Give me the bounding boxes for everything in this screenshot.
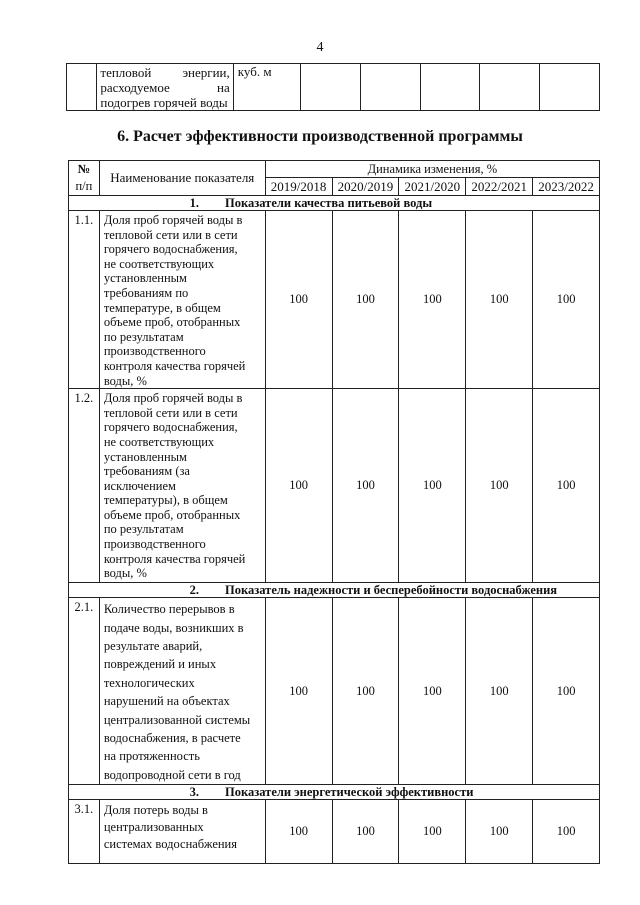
indicator-name-line: результате аварий, bbox=[103, 638, 203, 653]
indicator-name-line: нарушений на объектах bbox=[103, 694, 230, 709]
page-number: 4 bbox=[316, 40, 324, 55]
group-header-row bbox=[69, 583, 600, 598]
indicator-name-line: контроля качества горячей bbox=[103, 358, 246, 373]
continuation-value-cell bbox=[301, 64, 361, 111]
dynamics-value: 100 bbox=[265, 598, 332, 785]
continuation-line bbox=[100, 65, 229, 80]
indicator-name-line: Доля потерь воды в bbox=[103, 803, 208, 818]
dynamics-value: 100 bbox=[466, 800, 533, 864]
dynamics-value: 100 bbox=[265, 800, 332, 864]
indicator-name-line: воды, % bbox=[103, 566, 147, 581]
indicator-row bbox=[69, 800, 600, 864]
group-number: 2. bbox=[189, 583, 199, 598]
continuation-table bbox=[66, 63, 600, 111]
indicator-row bbox=[69, 598, 600, 785]
indicator-name bbox=[99, 800, 265, 864]
indicator-name-line: требованиям (за bbox=[103, 464, 190, 479]
indicator-name-line: температуры), в общем bbox=[103, 493, 228, 508]
dynamics-value: 100 bbox=[533, 211, 600, 389]
header-dynamics: Динамика изменения, % bbox=[265, 161, 599, 178]
indicator-name-line: горячего водоснабжения, bbox=[103, 420, 238, 435]
indicator-name-line: водопроводной сети в год bbox=[103, 767, 241, 782]
continuation-name bbox=[97, 64, 232, 110]
header-year: 2023/2022 bbox=[533, 178, 600, 196]
indicator-name-line: на протяженность bbox=[103, 749, 200, 764]
dynamics-value: 100 bbox=[265, 389, 332, 583]
dynamics-value: 100 bbox=[332, 389, 399, 583]
dynamics-value: 100 bbox=[332, 800, 399, 864]
indicator-name-line: производственного bbox=[103, 537, 206, 552]
group-header-cell bbox=[69, 196, 600, 211]
continuation-value-cell bbox=[420, 64, 480, 111]
indicator-name-line: объеме проб, отобранных bbox=[103, 315, 241, 330]
dynamics-value: 100 bbox=[533, 598, 600, 785]
continuation-value-cell bbox=[540, 64, 600, 111]
indicator-name bbox=[99, 211, 265, 389]
indicator-row bbox=[69, 389, 600, 583]
indicator-name-line: исключением bbox=[103, 478, 176, 493]
indicator-name-line: централизованных bbox=[103, 820, 204, 835]
efficiency-table bbox=[68, 160, 600, 864]
row-number: 3.1. bbox=[69, 800, 100, 864]
dynamics-value: 100 bbox=[466, 598, 533, 785]
continuation-row bbox=[67, 64, 600, 111]
indicator-name-line: установленным bbox=[103, 449, 187, 464]
indicator-name-line: по результатам bbox=[103, 522, 184, 537]
header-num-part: п/п bbox=[75, 179, 93, 193]
group-number: 3. bbox=[189, 785, 199, 800]
dynamics-value: 100 bbox=[399, 800, 466, 864]
row-number: 1.1. bbox=[69, 211, 100, 389]
header-name: Наименование показателя bbox=[99, 161, 265, 196]
group-header-row bbox=[69, 196, 600, 211]
dynamics-value: 100 bbox=[466, 211, 533, 389]
continuation-line: подогрев горячей воды bbox=[100, 95, 228, 110]
indicator-name-line: установленным bbox=[103, 271, 187, 286]
header-year: 2021/2020 bbox=[399, 178, 466, 196]
indicator-name-line: централизованной системы bbox=[103, 712, 251, 727]
row-number: 2.1. bbox=[69, 598, 100, 785]
indicator-name-line: объеме проб, отобранных bbox=[103, 507, 241, 522]
indicator-name-line: не соответствующих bbox=[103, 256, 215, 271]
indicator-name-line: повреждений и иных bbox=[103, 657, 217, 672]
header-num-part: № bbox=[77, 162, 91, 176]
word: энергии, bbox=[182, 65, 230, 80]
dynamics-value: 100 bbox=[399, 211, 466, 389]
indicator-name-line: не соответствующих bbox=[103, 434, 215, 449]
continuation-unit: куб. м bbox=[233, 64, 300, 111]
indicator-name-line: Количество перерывов в bbox=[103, 602, 235, 617]
dynamics-value: 100 bbox=[399, 598, 466, 785]
dynamics-value: 100 bbox=[399, 389, 466, 583]
indicator-name-line: Доля проб горячей воды в bbox=[103, 391, 243, 406]
continuation-value-cell bbox=[480, 64, 540, 111]
group-header-cell bbox=[69, 583, 600, 598]
indicator-name-line: подаче воды, возникших в bbox=[103, 620, 244, 635]
indicator-name-line: требованиям по bbox=[103, 285, 189, 300]
continuation-num-cell bbox=[67, 64, 97, 111]
dynamics-value: 100 bbox=[265, 211, 332, 389]
indicator-name-line: тепловой сети или в сети bbox=[103, 227, 238, 242]
dynamics-value: 100 bbox=[466, 389, 533, 583]
indicator-name bbox=[99, 598, 265, 785]
word: тепловой bbox=[100, 65, 152, 80]
dynamics-value: 100 bbox=[332, 598, 399, 785]
indicator-name-line: по результатам bbox=[103, 329, 184, 344]
header-row bbox=[69, 161, 600, 178]
header-year: 2019/2018 bbox=[265, 178, 332, 196]
indicator-name-line: технологических bbox=[103, 675, 195, 690]
group-title: Показатели энергетической эффективности bbox=[225, 785, 474, 800]
indicator-name-line: воды, % bbox=[103, 373, 147, 388]
word: на bbox=[217, 80, 230, 95]
header-year: 2020/2019 bbox=[332, 178, 399, 196]
dynamics-value: 100 bbox=[533, 389, 600, 583]
indicator-row bbox=[69, 211, 600, 389]
group-title: Показатели качества питьевой воды bbox=[225, 196, 433, 210]
continuation-line bbox=[100, 80, 229, 95]
indicator-name-line: контроля качества горячей bbox=[103, 551, 246, 566]
indicator-name-line: системах водоснабжения bbox=[103, 837, 237, 852]
indicator-name bbox=[99, 389, 265, 583]
word: расходуемое bbox=[100, 80, 170, 95]
row-number: 1.2. bbox=[69, 389, 100, 583]
indicator-name-line: производственного bbox=[103, 344, 206, 359]
dynamics-value: 100 bbox=[332, 211, 399, 389]
header-num bbox=[69, 161, 100, 196]
group-number: 1. bbox=[189, 196, 199, 210]
indicator-name-line: водоснабжения, в расчете bbox=[103, 730, 241, 745]
indicator-name-line: температуре, в общем bbox=[103, 300, 221, 315]
indicator-name-line: тепловой сети или в сети bbox=[103, 405, 238, 420]
indicator-name-line: горячего водоснабжения, bbox=[103, 242, 238, 257]
group-title: Показатель надежности и бесперебойности водоснабжения bbox=[225, 583, 558, 598]
continuation-name-cell bbox=[97, 64, 233, 111]
group-header-row bbox=[69, 785, 600, 800]
table-body bbox=[69, 196, 600, 864]
section-title: 6. Расчет эффективности производственной программы bbox=[117, 128, 523, 145]
indicator-name-line: Доля проб горячей воды в bbox=[103, 213, 243, 227]
continuation-value-cell bbox=[360, 64, 420, 111]
dynamics-value: 100 bbox=[533, 800, 600, 864]
header-year: 2022/2021 bbox=[466, 178, 533, 196]
group-header-cell bbox=[69, 785, 600, 800]
